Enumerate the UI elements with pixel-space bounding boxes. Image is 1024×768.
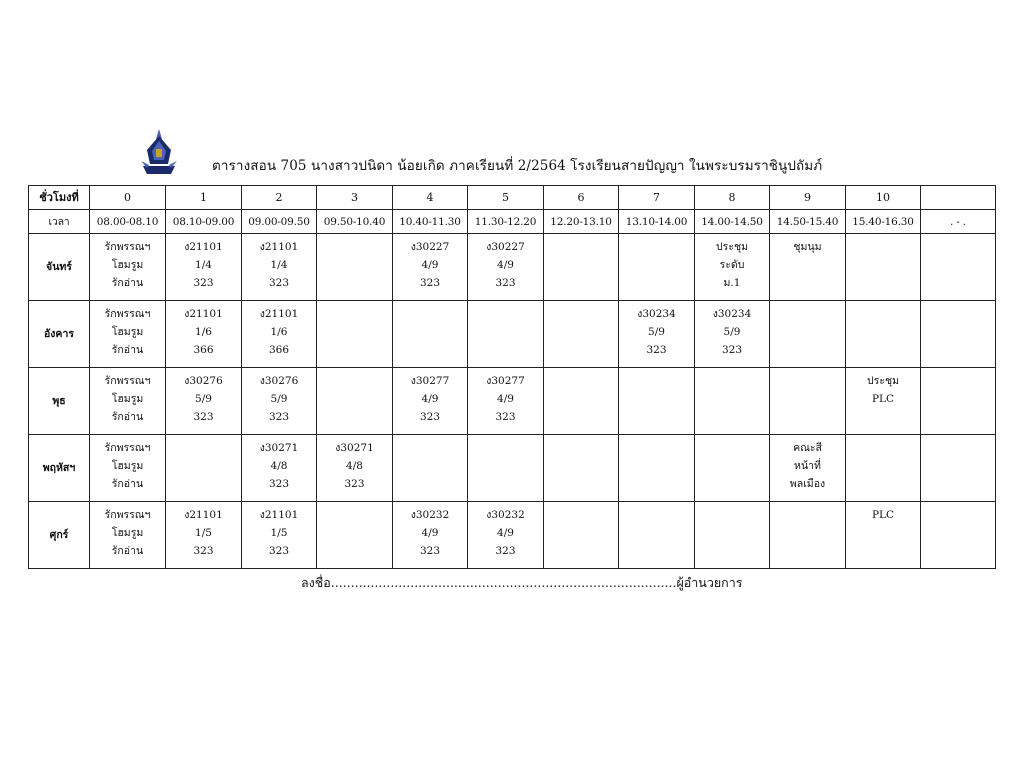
schedule-cell: [770, 435, 846, 502]
schedule-cell: [695, 368, 770, 435]
cell-line: 366: [193, 344, 214, 356]
page-title: ตารางสอน 705 นางสาวปนิดา น้อยเกิด ภาคเรียนที่ 2/2564 โรงเรียนสายปัญญา ในพระบรมราชินูปถัมภ์: [212, 158, 823, 174]
cell-line: 323: [193, 277, 214, 289]
day-row: [29, 435, 996, 502]
cell-line: ง21101: [259, 241, 299, 253]
cell-line: 1/4: [270, 259, 288, 271]
time-slot: 13.10-14.00: [619, 210, 695, 234]
cell-line: 1/5: [195, 527, 212, 539]
cell-line: 4/9: [497, 259, 514, 271]
cell-line: 323: [646, 344, 667, 356]
schedule-cell: [90, 435, 166, 502]
schedule-cell: [544, 435, 619, 502]
period-number: 7: [619, 186, 695, 210]
time-slot: 08.10-09.00: [166, 210, 242, 234]
schedule-cell: [242, 368, 317, 435]
schedule-cell: [695, 234, 770, 301]
schedule-cell: [770, 234, 846, 301]
cell-line: 1/5: [270, 527, 288, 539]
period-number: 4: [393, 186, 468, 210]
cell-line: โฮมรูม: [111, 259, 144, 271]
day-row: [29, 368, 996, 435]
cell-line: 323: [193, 545, 214, 557]
period-number: 5: [468, 186, 544, 210]
schedule-cell: [846, 368, 921, 435]
cell-line: ง30276: [184, 375, 223, 387]
schedule-cell: [317, 301, 393, 368]
cell-line: 4/8: [270, 460, 288, 472]
cell-line: ง30271: [259, 442, 299, 454]
day-name: จันทร์: [29, 234, 90, 301]
time-slot: 09.00-09.50: [242, 210, 317, 234]
cell-line: 5/9: [195, 393, 212, 405]
cell-line: ง30227: [486, 241, 525, 253]
schedule-cell: [770, 301, 846, 368]
schedule-cell: [90, 502, 166, 569]
cell-line: ง30227: [410, 241, 450, 253]
schedule-cell: [242, 435, 317, 502]
schedule-cell: [317, 502, 393, 569]
cell-line: คณะสี: [793, 442, 822, 454]
cell-line: ง30276: [259, 375, 299, 387]
schedule-cell: [468, 435, 544, 502]
time-label: เวลา: [29, 210, 90, 234]
period-number: 9: [770, 186, 846, 210]
cell-line: รักพรรณฯ: [104, 241, 151, 253]
cell-line: 323: [193, 411, 214, 423]
cell-line: ประชุม: [716, 241, 748, 253]
timetable: [28, 185, 996, 569]
cell-line: 4/9: [421, 527, 439, 539]
cell-line: 323: [344, 478, 365, 490]
cell-line: 366: [268, 344, 290, 356]
schedule-cell: [921, 502, 996, 569]
schedule-cell: [242, 301, 317, 368]
time-slot: 09.50-10.40: [317, 210, 393, 234]
schedule-cell: [544, 234, 619, 301]
schedule-cell: [468, 234, 544, 301]
schedule-cell: [393, 435, 468, 502]
cell-line: PLC: [871, 509, 895, 521]
time-row: [29, 210, 996, 234]
cell-line: 323: [495, 277, 516, 289]
day-name: อังคาร: [29, 301, 90, 368]
day-row: [29, 234, 996, 301]
day-name: พุธ: [29, 368, 90, 435]
cell-line: ประชุม: [867, 375, 899, 387]
period-number: [921, 186, 996, 210]
cell-line: 1/6: [270, 326, 288, 338]
cell-line: 323: [268, 545, 290, 557]
cell-line: ชุมนุม: [793, 241, 822, 253]
cell-line: 323: [268, 277, 290, 289]
schedule-cell: [393, 368, 468, 435]
cell-line: 323: [495, 545, 516, 557]
cell-line: ง21101: [184, 241, 223, 253]
time-slot: . - .: [921, 210, 996, 234]
period-number: 1: [166, 186, 242, 210]
time-slot: 14.00-14.50: [695, 210, 770, 234]
cell-line: 5/9: [270, 393, 288, 405]
schedule-cell: [393, 301, 468, 368]
schedule-cell: [166, 435, 242, 502]
day-name: ศุกร์: [29, 502, 90, 569]
cell-line: 1/4: [195, 259, 212, 271]
schedule-cell: [393, 502, 468, 569]
cell-line: 323: [419, 277, 441, 289]
cell-line: โฮมรูม: [111, 393, 144, 405]
cell-line: 4/8: [346, 460, 363, 472]
cell-line: โฮมรูม: [111, 326, 144, 338]
schedule-cell: [921, 301, 996, 368]
cell-line: รักพรรณฯ: [104, 308, 151, 320]
time-slot: 14.50-15.40: [770, 210, 846, 234]
schedule-cell: [695, 502, 770, 569]
schedule-cell: [317, 368, 393, 435]
schedule-cell: [90, 301, 166, 368]
cell-line: รักอ่าน: [111, 277, 144, 289]
schedule-cell: [770, 368, 846, 435]
cell-line: 323: [419, 411, 441, 423]
schedule-cell: [544, 502, 619, 569]
schedule-cell: [770, 502, 846, 569]
cell-line: ง21101: [184, 509, 223, 521]
schedule-cell: [166, 368, 242, 435]
cell-line: รักพรรณฯ: [104, 375, 151, 387]
schedule-cell: [544, 301, 619, 368]
cell-line: 4/9: [497, 393, 514, 405]
cell-line: ง30277: [410, 375, 450, 387]
cell-line: ง30234: [637, 308, 676, 320]
cell-line: 323: [721, 344, 743, 356]
school-emblem: [141, 128, 177, 176]
schedule-cell: [846, 435, 921, 502]
period-number: 6: [544, 186, 619, 210]
schedule-cell: [317, 234, 393, 301]
schedule-cell: [921, 234, 996, 301]
cell-line: รักอ่าน: [111, 478, 144, 490]
schedule-cell: [90, 368, 166, 435]
cell-line: โฮมรูม: [111, 527, 144, 539]
cell-line: ง30232: [410, 509, 450, 521]
schedule-cell: [619, 301, 695, 368]
cell-line: 1/6: [195, 326, 212, 338]
period-label: ชั่วโมงที่: [29, 186, 90, 210]
cell-line: 5/9: [648, 326, 665, 338]
cell-line: ระดับ: [719, 259, 745, 271]
cell-line: 5/9: [723, 326, 741, 338]
schedule-cell: [619, 368, 695, 435]
cell-line: 4/9: [497, 527, 514, 539]
period-number: 0: [90, 186, 166, 210]
schedule-cell: [846, 502, 921, 569]
cell-line: ง30277: [486, 375, 525, 387]
period-number: 10: [846, 186, 921, 210]
cell-line: ง21101: [259, 308, 299, 320]
schedule-cell: [921, 368, 996, 435]
schedule-cell: [619, 502, 695, 569]
schedule-cell: [393, 234, 468, 301]
schedule-cell: [166, 234, 242, 301]
schedule-cell: [468, 301, 544, 368]
schedule-cell: [468, 368, 544, 435]
day-name: พฤหัสฯ: [29, 435, 90, 502]
cell-line: 4/9: [421, 259, 439, 271]
schedule-cell: [695, 301, 770, 368]
cell-line: รักอ่าน: [111, 344, 144, 356]
cell-line: ง30271: [335, 442, 374, 454]
cell-line: 323: [268, 411, 290, 423]
time-slot: 11.30-12.20: [468, 210, 544, 234]
cell-line: รักพรรณฯ: [104, 442, 151, 454]
schedule-cell: [846, 301, 921, 368]
schedule-cell: [166, 502, 242, 569]
signature-line: ลงชื่อ.......................................................................................ผู้อำนวยการ: [301, 575, 743, 590]
cell-line: ง30232: [486, 509, 525, 521]
schedule-cell: [242, 502, 317, 569]
schedule-cell: [544, 368, 619, 435]
time-slot: 12.20-13.10: [544, 210, 619, 234]
schedule-cell: [619, 234, 695, 301]
schedule-cell: [317, 435, 393, 502]
period-number: 2: [242, 186, 317, 210]
schedule-cell: [619, 435, 695, 502]
cell-line: หน้าที่: [794, 460, 821, 472]
time-slot: 15.40-16.30: [846, 210, 921, 234]
cell-line: รักอ่าน: [111, 411, 144, 423]
cell-line: รักพรรณฯ: [104, 509, 151, 521]
period-header-row: [29, 186, 996, 210]
schedule-cell: [242, 234, 317, 301]
schedule-cell: [846, 234, 921, 301]
cell-line: ม.1: [723, 277, 741, 289]
cell-line: โฮมรูม: [111, 460, 144, 472]
period-number: 3: [317, 186, 393, 210]
schedule-cell: [166, 301, 242, 368]
time-slot: 10.40-11.30: [393, 210, 468, 234]
day-row: [29, 301, 996, 368]
day-row: [29, 502, 996, 569]
cell-line: PLC: [871, 393, 895, 405]
schedule-cell: [90, 234, 166, 301]
cell-line: 4/9: [421, 393, 439, 405]
cell-line: ง21101: [184, 308, 223, 320]
time-slot: 08.00-08.10: [90, 210, 166, 234]
schedule-cell: [468, 502, 544, 569]
schedule-cell: [695, 435, 770, 502]
cell-line: 323: [495, 411, 516, 423]
cell-line: พลเมือง: [789, 478, 826, 490]
cell-line: 323: [268, 478, 290, 490]
cell-line: รักอ่าน: [111, 545, 144, 557]
cell-line: 323: [419, 545, 441, 557]
cell-line: ง30234: [712, 308, 752, 320]
cell-line: ง21101: [259, 509, 299, 521]
schedule-cell: [921, 435, 996, 502]
period-number: 8: [695, 186, 770, 210]
